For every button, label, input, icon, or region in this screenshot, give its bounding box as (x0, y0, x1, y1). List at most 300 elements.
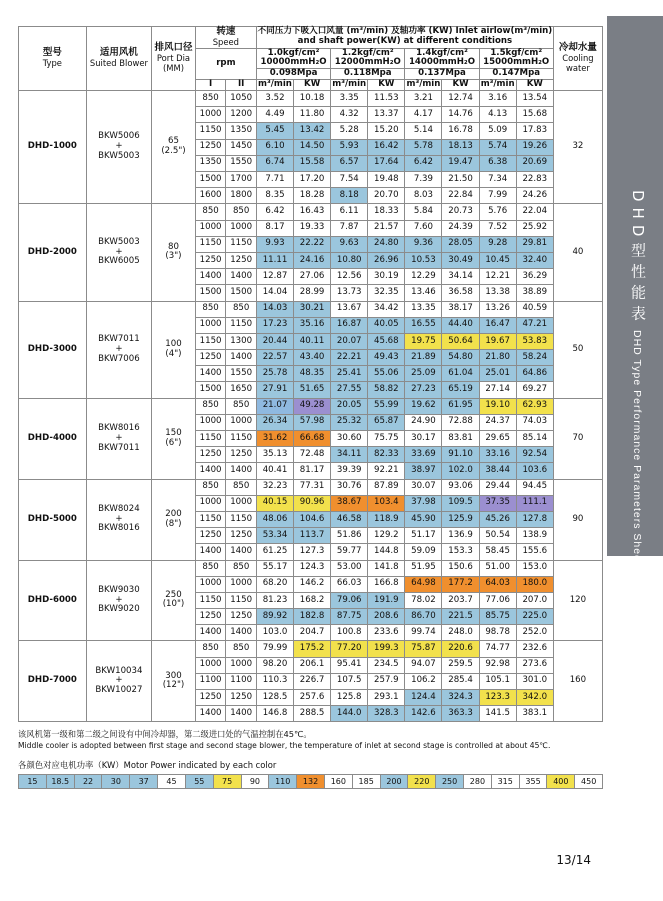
cell-rpm-ii: 1250 (226, 609, 257, 625)
cell-value: 48.35 (294, 366, 331, 382)
cell-value: 28.99 (294, 285, 331, 301)
cell-value: 29.44 (479, 479, 516, 495)
cell-value: 16.42 (368, 139, 405, 155)
cell-value: 221.5 (442, 609, 479, 625)
cell-port: 200 (8") (152, 479, 196, 560)
header-power-unit-1: KW (368, 80, 405, 91)
cell-value: 12.74 (442, 91, 479, 107)
cell-value: 27.91 (256, 382, 293, 398)
cell-value: 257.6 (294, 690, 331, 706)
cell-value: 65.19 (442, 382, 479, 398)
cell-port: 300 (12") (152, 641, 196, 722)
cell-rpm-ii: 850 (226, 398, 257, 414)
cell-rpm-i: 1000 (195, 657, 226, 673)
cell-value: 99.74 (405, 625, 442, 641)
cell-model: DHD-4000 (19, 398, 87, 479)
cell-value: 94.45 (516, 479, 553, 495)
cell-model: DHD-3000 (19, 301, 87, 398)
header-pressure-2: 1.4kgf/cm² 14000mmH₂O (405, 48, 479, 69)
legend-swatch: 75 (213, 774, 241, 789)
cell-value: 59.09 (405, 544, 442, 560)
legend-swatch: 37 (129, 774, 157, 789)
cell-rpm-i: 1000 (195, 220, 226, 236)
header-mpa-3: 0.147Mpa (479, 69, 553, 80)
cell-blower: BKW8024 + BKW8016 (86, 479, 151, 560)
cell-value: 8.35 (256, 188, 293, 204)
cell-cooling: 50 (553, 301, 602, 398)
cell-value: 77.31 (294, 479, 331, 495)
cell-value: 18.33 (368, 204, 405, 220)
cell-value: 24.26 (516, 188, 553, 204)
header-mpa-2: 0.137Mpa (405, 69, 479, 80)
legend-swatch: 132 (296, 774, 324, 789)
cell-value: 40.41 (256, 463, 293, 479)
cell-rpm-i: 1150 (195, 236, 226, 252)
cell-value: 85.75 (479, 609, 516, 625)
cell-value: 53.83 (516, 333, 553, 349)
cell-value: 25.09 (405, 366, 442, 382)
cell-rpm-ii: 1150 (226, 317, 257, 333)
legend-swatch: 220 (407, 774, 435, 789)
cell-value: 146.8 (256, 706, 293, 722)
cell-value: 225.0 (516, 609, 553, 625)
cell-value: 36.29 (516, 269, 553, 285)
legend-swatch: 45 (157, 774, 185, 789)
cell-rpm-ii: 1000 (226, 576, 257, 592)
cell-value: 11.53 (368, 91, 405, 107)
cell-rpm-ii: 1400 (226, 350, 257, 366)
cell-value: 285.4 (442, 673, 479, 689)
cell-value: 3.52 (256, 91, 293, 107)
cell-rpm-i: 850 (195, 479, 226, 495)
cell-value: 95.41 (331, 657, 368, 673)
performance-table (18, 26, 603, 722)
table-row (19, 479, 603, 495)
cell-value: 127.8 (516, 511, 553, 527)
cell-value: 50.54 (479, 528, 516, 544)
cell-value: 113.7 (294, 528, 331, 544)
cell-value: 7.34 (479, 172, 516, 188)
cell-rpm-i: 1150 (195, 431, 226, 447)
cell-rpm-i: 1000 (195, 317, 226, 333)
cell-value: 24.16 (294, 252, 331, 268)
cell-value: 64.03 (479, 576, 516, 592)
cell-value: 232.6 (516, 641, 553, 657)
cell-value: 191.9 (368, 592, 405, 608)
cell-value: 69.27 (516, 382, 553, 398)
cell-value: 22.21 (331, 350, 368, 366)
cell-value: 5.28 (331, 123, 368, 139)
cell-value: 87.89 (368, 479, 405, 495)
cell-value: 51.65 (294, 382, 331, 398)
cell-value: 53.34 (256, 528, 293, 544)
cell-value: 30.19 (368, 269, 405, 285)
cell-rpm-i: 1600 (195, 188, 226, 204)
cell-value: 11.11 (256, 252, 293, 268)
cell-value: 19.48 (368, 172, 405, 188)
cell-value: 27.14 (479, 382, 516, 398)
cell-value: 44.40 (442, 317, 479, 333)
cell-value: 10.53 (405, 252, 442, 268)
cell-value: 6.38 (479, 155, 516, 171)
cell-value: 33.16 (479, 447, 516, 463)
side-tab-title-cn: DHD型性能表 (629, 190, 647, 327)
cell-rpm-i: 1400 (195, 544, 226, 560)
cell-value: 17.23 (256, 317, 293, 333)
cell-value: 37.98 (405, 495, 442, 511)
cell-value: 40.05 (368, 317, 405, 333)
cell-value: 34.42 (368, 301, 405, 317)
cell-value: 30.76 (331, 479, 368, 495)
cell-blower: BKW5003 + BKW6005 (86, 204, 151, 301)
cell-rpm-ii: 1400 (226, 544, 257, 560)
cell-value: 4.49 (256, 107, 293, 123)
cell-value: 273.6 (516, 657, 553, 673)
footnote-en: Middle cooler is adopted between first stage and second stage blower, the temperature of inlet at second stage is controlled at about 45℃. (18, 741, 551, 751)
cell-value: 98.78 (479, 625, 516, 641)
header-speed: 转速 Speed (195, 27, 256, 49)
cell-value: 220.6 (442, 641, 479, 657)
cell-value: 40.15 (256, 495, 293, 511)
cell-value: 125.9 (442, 511, 479, 527)
cell-value: 17.64 (368, 155, 405, 171)
cell-value: 27.55 (331, 382, 368, 398)
cell-value: 9.93 (256, 236, 293, 252)
table-row (19, 641, 603, 657)
header-speed-unit: rpm (195, 48, 256, 80)
cell-value: 141.8 (368, 560, 405, 576)
cell-value: 21.07 (256, 398, 293, 414)
cell-value: 54.80 (442, 350, 479, 366)
cell-value: 94.07 (405, 657, 442, 673)
cell-value: 15.58 (294, 155, 331, 171)
cell-rpm-i: 1250 (195, 139, 226, 155)
cell-value: 16.43 (294, 204, 331, 220)
cell-port: 65 (2.5") (152, 91, 196, 204)
cell-value: 22.22 (294, 236, 331, 252)
cell-rpm-i: 1250 (195, 447, 226, 463)
cell-value: 6.42 (256, 204, 293, 220)
cell-value: 13.35 (405, 301, 442, 317)
cell-value: 25.78 (256, 366, 293, 382)
cell-value: 182.8 (294, 609, 331, 625)
cell-rpm-ii: 1150 (226, 592, 257, 608)
cell-value: 74.03 (516, 414, 553, 430)
cell-value: 109.5 (442, 495, 479, 511)
cell-value: 13.46 (405, 285, 442, 301)
cell-value: 7.87 (331, 220, 368, 236)
cell-value: 105.1 (479, 673, 516, 689)
cell-value: 4.13 (479, 107, 516, 123)
cell-value: 207.0 (516, 592, 553, 608)
cell-value: 39.39 (331, 463, 368, 479)
cell-value: 30.60 (331, 431, 368, 447)
cell-value: 61.95 (442, 398, 479, 414)
table-row (19, 91, 603, 107)
cell-value: 20.70 (368, 188, 405, 204)
cell-rpm-ii: 1200 (226, 107, 257, 123)
cell-rpm-i: 1500 (195, 382, 226, 398)
cell-value: 8.18 (331, 188, 368, 204)
cell-value: 46.58 (331, 511, 368, 527)
cell-value: 204.7 (294, 625, 331, 641)
cell-value: 9.36 (405, 236, 442, 252)
cell-value: 30.21 (294, 301, 331, 317)
legend-swatch: 400 (546, 774, 574, 789)
cell-value: 6.11 (331, 204, 368, 220)
cell-value: 40.11 (294, 333, 331, 349)
cell-value: 75.87 (405, 641, 442, 657)
cell-rpm-i: 1150 (195, 511, 226, 527)
cell-value: 5.78 (405, 139, 442, 155)
cell-blower: BKW5006 + BKW5003 (86, 91, 151, 204)
cell-value: 13.42 (294, 123, 331, 139)
legend-swatch: 200 (380, 774, 408, 789)
cell-value: 259.5 (442, 657, 479, 673)
cell-value: 175.2 (294, 641, 331, 657)
cell-port: 150 (6") (152, 398, 196, 479)
cell-value: 5.93 (331, 139, 368, 155)
cell-value: 6.57 (331, 155, 368, 171)
cell-value: 12.29 (405, 269, 442, 285)
cell-value: 16.55 (405, 317, 442, 333)
cell-value: 27.06 (294, 269, 331, 285)
cell-value: 104.6 (294, 511, 331, 527)
cell-value: 30.07 (405, 479, 442, 495)
cell-rpm-ii: 1000 (226, 657, 257, 673)
cell-value: 144.8 (368, 544, 405, 560)
cell-rpm-ii: 1250 (226, 528, 257, 544)
cell-value: 146.2 (294, 576, 331, 592)
table-row (19, 301, 603, 317)
cell-value: 153.3 (442, 544, 479, 560)
cell-value: 75.75 (368, 431, 405, 447)
cell-value: 92.98 (479, 657, 516, 673)
cell-value: 25.41 (331, 366, 368, 382)
header-cooling: 冷却水量 Cooling water (553, 27, 602, 91)
cell-value: 12.56 (331, 269, 368, 285)
cell-value: 72.88 (442, 414, 479, 430)
cell-rpm-ii: 1000 (226, 495, 257, 511)
table-row (19, 398, 603, 414)
cell-rpm-ii: 1700 (226, 172, 257, 188)
cell-value: 5.45 (256, 123, 293, 139)
footnote (18, 728, 603, 751)
cell-value: 234.5 (368, 657, 405, 673)
cell-value: 324.3 (442, 690, 479, 706)
cell-model: DHD-5000 (19, 479, 87, 560)
cell-value: 64.86 (516, 366, 553, 382)
cell-port: 80 (3") (152, 204, 196, 301)
cell-value: 93.06 (442, 479, 479, 495)
cell-value: 103.0 (256, 625, 293, 641)
cell-value: 10.45 (479, 252, 516, 268)
cell-value: 21.50 (442, 172, 479, 188)
cell-value: 92.54 (516, 447, 553, 463)
cell-value: 33.69 (405, 447, 442, 463)
cell-value: 342.0 (516, 690, 553, 706)
legend-swatch: 90 (241, 774, 269, 789)
cell-value: 59.77 (331, 544, 368, 560)
cell-value: 49.28 (294, 398, 331, 414)
cell-value: 30.49 (442, 252, 479, 268)
cell-value: 34.14 (442, 269, 479, 285)
cell-blower: BKW7011 + BKW7006 (86, 301, 151, 398)
cell-value: 17.20 (294, 172, 331, 188)
cell-rpm-i: 1250 (195, 350, 226, 366)
cell-value: 24.37 (479, 414, 516, 430)
header-flow-unit-2: m³/min (406, 79, 441, 90)
cell-value: 12.87 (256, 269, 293, 285)
cell-rpm-i: 1000 (195, 495, 226, 511)
cell-value: 328.3 (368, 706, 405, 722)
cell-value: 66.03 (331, 576, 368, 592)
cell-value: 19.47 (442, 155, 479, 171)
cell-rpm-ii: 850 (226, 641, 257, 657)
cell-value: 208.6 (368, 609, 405, 625)
cell-value: 58.45 (479, 544, 516, 560)
cell-value: 180.0 (516, 576, 553, 592)
cell-value: 74.77 (479, 641, 516, 657)
cell-value: 19.67 (479, 333, 516, 349)
cell-rpm-i: 1400 (195, 706, 226, 722)
cell-port: 100 (4") (152, 301, 196, 398)
legend-swatch: 450 (574, 774, 603, 789)
cell-value: 7.52 (479, 220, 516, 236)
cell-value: 77.20 (331, 641, 368, 657)
cell-model: DHD-1000 (19, 91, 87, 204)
cell-value: 257.9 (368, 673, 405, 689)
cell-value: 10.80 (331, 252, 368, 268)
cell-value: 11.80 (294, 107, 331, 123)
cell-value: 127.3 (294, 544, 331, 560)
cell-rpm-i: 850 (195, 91, 226, 107)
cell-value: 103.4 (368, 495, 405, 511)
cell-value: 7.71 (256, 172, 293, 188)
cell-value: 383.1 (516, 706, 553, 722)
cell-value: 8.17 (256, 220, 293, 236)
cell-value: 168.2 (294, 592, 331, 608)
cell-value: 55.99 (368, 398, 405, 414)
cell-rpm-i: 1250 (195, 609, 226, 625)
cell-rpm-ii: 1800 (226, 188, 257, 204)
legend-swatch: 315 (491, 774, 519, 789)
cell-rpm-ii: 850 (226, 560, 257, 576)
legend (18, 774, 603, 789)
cell-value: 16.47 (479, 317, 516, 333)
cell-value: 25.92 (516, 220, 553, 236)
cell-value: 8.03 (405, 188, 442, 204)
cell-rpm-ii: 1650 (226, 382, 257, 398)
cell-value: 22.84 (442, 188, 479, 204)
header-pressure-1: 1.2kgf/cm² 12000mmH₂O (331, 48, 405, 69)
cell-value: 233.6 (368, 625, 405, 641)
cell-value: 61.04 (442, 366, 479, 382)
cell-value: 22.83 (516, 172, 553, 188)
cell-value: 15.68 (516, 107, 553, 123)
cell-rpm-ii: 1150 (226, 431, 257, 447)
cell-value: 19.62 (405, 398, 442, 414)
cell-value: 13.37 (368, 107, 405, 123)
header-conditions: 不同压力下吸入口风量 (m³/min) 及轴功率 (KW) Inlet airlow(m³/min) and shaft power(KW) at different conditions (257, 26, 553, 47)
header-flow-unit-1: m³/min (332, 79, 367, 90)
cell-value: 118.9 (368, 511, 405, 527)
cell-value: 136.9 (442, 528, 479, 544)
cell-value: 79.06 (331, 592, 368, 608)
header-pressure-0: 1.0kgf/cm² 10000mmH₂O (256, 48, 330, 69)
header-model: 型号 Type (19, 27, 87, 91)
legend-title: 各颜色对应电机功率（KW）Motor Power indicated by each color (18, 760, 277, 771)
cell-rpm-i: 1400 (195, 366, 226, 382)
cell-rpm-ii: 1000 (226, 414, 257, 430)
cell-value: 6.74 (256, 155, 293, 171)
cell-value: 153.0 (516, 560, 553, 576)
cell-value: 25.01 (479, 366, 516, 382)
side-tab-title-en: DHD Type Performance Parameters Sheet (631, 330, 643, 566)
cell-rpm-ii: 1400 (226, 463, 257, 479)
cell-value: 72.48 (294, 447, 331, 463)
cell-value: 40.59 (516, 301, 553, 317)
cell-value: 19.26 (516, 139, 553, 155)
header-pressure-3: 1.5kgf/cm² 15000mmH₂O (479, 48, 553, 69)
cell-value: 51.17 (405, 528, 442, 544)
cell-value: 226.7 (294, 673, 331, 689)
cell-value: 5.09 (479, 123, 516, 139)
cell-value: 83.81 (442, 431, 479, 447)
cell-value: 24.39 (442, 220, 479, 236)
cell-rpm-ii: 1350 (226, 123, 257, 139)
cell-value: 22.57 (256, 350, 293, 366)
cell-rpm-i: 1150 (195, 333, 226, 349)
cell-cooling: 160 (553, 641, 602, 722)
cell-value: 61.25 (256, 544, 293, 560)
cell-value: 100.8 (331, 625, 368, 641)
cell-value: 14.76 (442, 107, 479, 123)
cell-cooling: 32 (553, 91, 602, 204)
cell-value: 5.14 (405, 123, 442, 139)
cell-value: 38.67 (331, 495, 368, 511)
cell-value: 3.35 (331, 91, 368, 107)
cell-value: 7.54 (331, 172, 368, 188)
cell-value: 45.68 (368, 333, 405, 349)
cell-value: 6.10 (256, 139, 293, 155)
cell-rpm-i: 1500 (195, 285, 226, 301)
cell-blower: BKW9030 + BKW9020 (86, 560, 151, 641)
cell-value: 7.99 (479, 188, 516, 204)
cell-value: 32.35 (368, 285, 405, 301)
header-power-unit-2: KW (442, 80, 479, 91)
cell-rpm-ii: 1550 (226, 366, 257, 382)
cell-rpm-ii: 1000 (226, 220, 257, 236)
cell-value: 166.8 (368, 576, 405, 592)
cell-value: 29.81 (516, 236, 553, 252)
cell-rpm-i: 850 (195, 560, 226, 576)
cell-rpm-ii: 1250 (226, 252, 257, 268)
cell-value: 48.06 (256, 511, 293, 527)
cell-value: 293.1 (368, 690, 405, 706)
cell-value: 123.3 (479, 690, 516, 706)
cell-value: 128.5 (256, 690, 293, 706)
cell-value: 29.65 (479, 431, 516, 447)
cell-value: 124.4 (405, 690, 442, 706)
cell-value: 125.8 (331, 690, 368, 706)
cell-value: 9.63 (331, 236, 368, 252)
legend-swatch: 30 (101, 774, 129, 789)
cell-value: 102.0 (442, 463, 479, 479)
cell-value: 206.1 (294, 657, 331, 673)
cell-value: 45.90 (405, 511, 442, 527)
cell-value: 7.39 (405, 172, 442, 188)
